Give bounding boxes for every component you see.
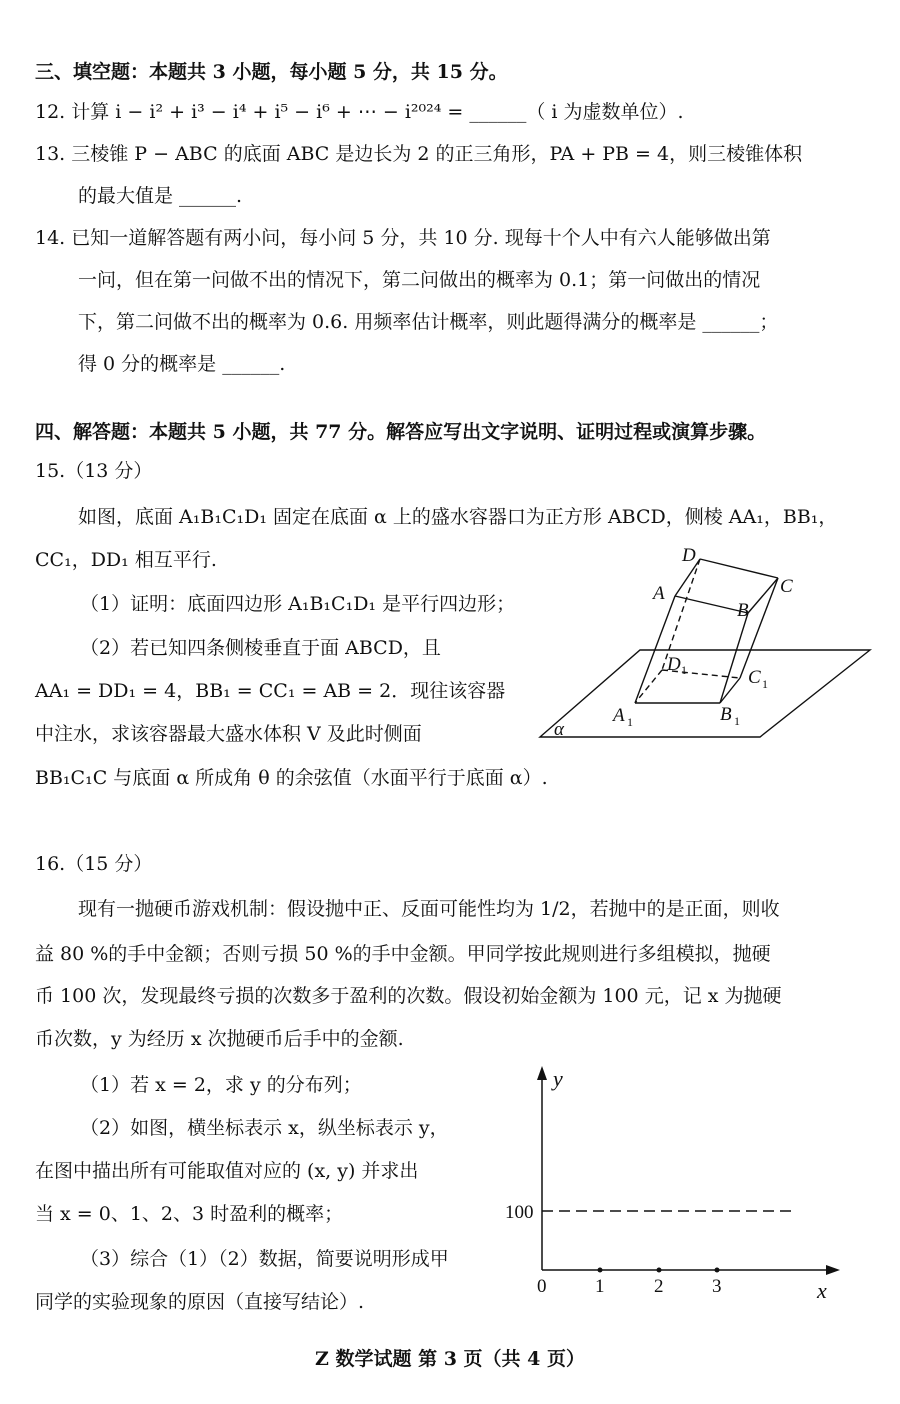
- question-16-number: 16.（15 分）: [35, 853, 153, 875]
- x-tick-mark-1: [598, 1268, 603, 1273]
- question-15-number: 15.（13 分）: [35, 460, 153, 482]
- label-C: C: [780, 576, 793, 597]
- question-14-line1: 14. 已知一道解答题有两小问，每小问 5 分，共 10 分. 现每十个人中有六人能够做出第: [35, 227, 771, 249]
- question-13-line2: 的最大值是 ______.: [78, 185, 243, 207]
- label-D: D: [682, 545, 696, 566]
- question-16-line1: 现有一抛硬币游戏机制：假设抛中正、反面可能性均为 1/2，若抛中的是正面，则收: [78, 898, 780, 920]
- label-B: B: [737, 600, 749, 621]
- question-15-line1: 如图，底面 A₁B₁C₁D₁ 固定在底面 α 上的盛水容器口为正方形 ABCD，侧棱 AA₁，BB₁，: [78, 506, 838, 528]
- question-16-line3: 币 100 次，发现最终亏损的次数多于盈利的次数。假设初始金额为 100 元，记 x 为抛硬: [35, 985, 782, 1007]
- sub-B1: 1: [734, 714, 740, 728]
- question-15-part1: （1）证明：底面四边形 A₁B₁C₁D₁ 是平行四边形；: [80, 593, 516, 615]
- question-15-part2-line4: BB₁C₁C 与底面 α 所成角 θ 的余弦值（水面平行于底面 α）.: [35, 767, 548, 789]
- edge-A1D1: [635, 670, 662, 703]
- label-A: A: [653, 583, 665, 604]
- section3-heading: 三、填空题：本题共 3 小题，每小题 5 分，共 15 分。: [35, 61, 508, 83]
- plane-alpha: [540, 650, 870, 737]
- question-16-line2: 益 80 %的手中金额；否则亏损 50 %的手中金额。甲同学按此规则进行多组模拟，抛硬: [35, 943, 771, 965]
- edge-DC: [700, 559, 778, 578]
- section4-heading: 四、解答题：本题共 5 小题，共 77 分。解答应写出文字说明、证明过程或演算步骤。: [35, 421, 767, 443]
- edge-B1C1: [720, 678, 740, 703]
- page-footer: Z 数学试题 第 3 页（共 4 页）: [315, 1348, 585, 1370]
- question-15-part2-line2: AA₁ = DD₁ = 4，BB₁ = CC₁ = AB = 2．现往该容器: [35, 680, 506, 702]
- x-tick-1: 1: [595, 1276, 605, 1297]
- x-tick-3: 3: [712, 1276, 722, 1297]
- label-B1: B: [720, 704, 732, 725]
- question-14-line4: 得 0 分的概率是 ______.: [78, 353, 286, 375]
- sub-A1: 1: [627, 715, 633, 729]
- question-16-line4: 币次数，y 为经历 x 次抛硬币后手中的金额.: [35, 1028, 404, 1050]
- x-tick-2: 2: [654, 1276, 664, 1297]
- question-12: 12. 计算 i − i² + i³ − i⁴ + i⁵ − i⁶ + ⋯ − i²⁰²⁴ = ______（ i 为虚数单位）.: [35, 101, 684, 123]
- question-15-part2-line3: 中注水，求该容器最大盛水体积 V 及此时侧面: [35, 723, 422, 745]
- x-axis-arrow: [826, 1265, 840, 1275]
- label-C1: C: [748, 667, 761, 688]
- x-tick-mark-3: [715, 1268, 720, 1273]
- question-16-part2-line1: （2）如图，横坐标表示 x，纵坐标表示 y，: [80, 1117, 449, 1139]
- question-16-part3-line1: （3）综合（1）（2）数据，简要说明形成甲: [80, 1248, 449, 1270]
- edge-BB1: [720, 613, 748, 703]
- figure-16-chart: [495, 1060, 855, 1305]
- y-axis-label: y: [553, 1066, 563, 1091]
- question-16-part1: （1）若 x = 2，求 y 的分布列；: [80, 1074, 362, 1096]
- question-14-line2: 一问，但在第一问做不出的情况下，第二问做出的概率为 0.1；第一问做出的情况: [78, 269, 761, 291]
- label-D1: D: [667, 654, 681, 675]
- edge-CB: [748, 578, 778, 613]
- y-tick-100: 100: [505, 1202, 534, 1223]
- label-alpha: α: [554, 719, 564, 740]
- question-14-line3: 下，第二问做不出的概率为 0.6. 用频率估计概率，则此题得满分的概率是 ______；: [78, 311, 779, 333]
- sub-C1: 1: [762, 677, 768, 691]
- sub-D1: 1: [681, 663, 687, 677]
- question-16-part3-line2: 同学的实验现象的原因（直接写结论）.: [35, 1291, 365, 1313]
- y-axis-arrow: [537, 1066, 547, 1080]
- question-15-part2-line1: （2）若已知四条侧棱垂直于面 ABCD，且: [80, 637, 441, 659]
- question-15-line2: CC₁，DD₁ 相互平行.: [35, 549, 217, 571]
- label-A1: A: [613, 705, 625, 726]
- question-16-part2-line2: 在图中描出所有可能取值对应的 (x, y) 并求出: [35, 1160, 419, 1182]
- question-13-line1: 13. 三棱锥 P − ABC 的底面 ABC 是边长为 2 的正三角形，PA + PB = 4，则三棱锥体积: [35, 143, 803, 165]
- question-16-part2-line3: 当 x = 0、1、2、3 时盈利的概率；: [35, 1203, 344, 1225]
- x-axis-label: x: [817, 1278, 827, 1303]
- edge-CC1: [740, 578, 778, 678]
- x-tick-mark-2: [657, 1268, 662, 1273]
- figure-15-container: [530, 540, 875, 750]
- x-tick-0: 0: [537, 1276, 547, 1297]
